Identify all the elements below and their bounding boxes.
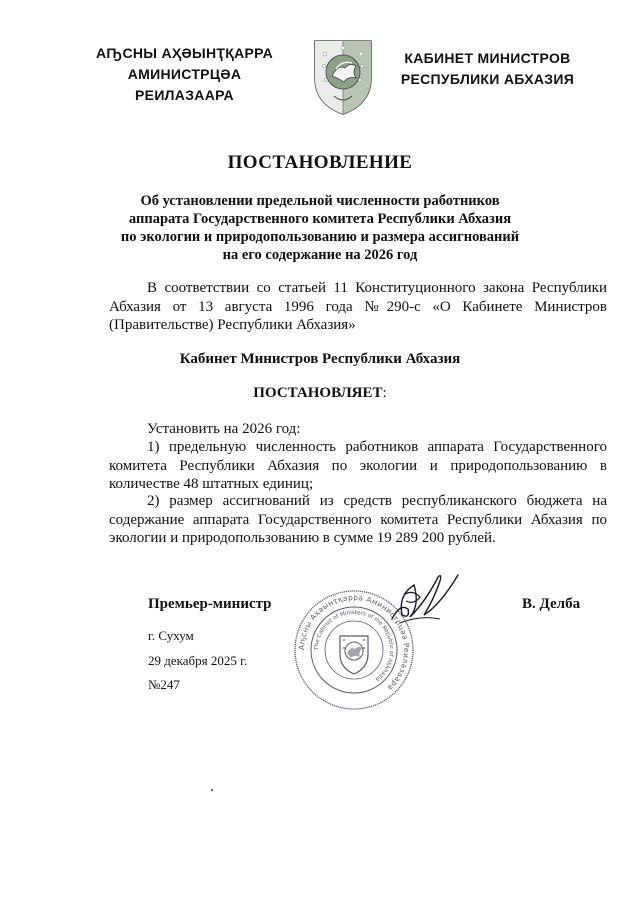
header-right-russian xyxy=(390,48,585,90)
authority-heading: Кабинет Министров Республики Абхазия xyxy=(179,351,461,367)
subject-line: Об установлении предельной численности работников xyxy=(140,193,500,209)
subject-line: на его содержание на 2026 год xyxy=(222,247,418,263)
header-left-abkhaz xyxy=(82,43,287,106)
resolution-intro: Установить на 2026 год: xyxy=(147,421,301,437)
seal-outer-text: Аҧсны Аҳәынҭқарра Аминистрцәа Реилазаара xyxy=(296,592,412,693)
resolution-item-1: 1) предельную численность работников аппарата Государственного комитета Республики Абхазия по экологии и природопользованию в количестве 48 штатных единиц; xyxy=(109,439,607,492)
resolves-word: ПОСТАНОВЛЯЕТ xyxy=(253,385,383,401)
signatory-position: Премьер-министр xyxy=(148,596,272,612)
header-left-line2: АМИНИСТРЦӘА РЕИЛАЗААРА xyxy=(127,66,242,103)
issue-place: г. Сухум xyxy=(148,628,194,643)
resolves-colon: : xyxy=(382,385,387,401)
handwritten-signature xyxy=(380,565,462,627)
issue-date: 29 декабря 2025 г. xyxy=(148,653,248,668)
resolves-heading xyxy=(0,385,640,402)
stray-mark xyxy=(211,789,213,791)
seal-inner-text: The Cabinet of Ministers of the Republic of Abkhazia xyxy=(313,609,395,683)
subject-line: аппарата Государственного комитета Республики Абхазия xyxy=(128,211,512,227)
seal-emblem-icon xyxy=(340,636,368,674)
header-left-line1: АҦСНЫ АҲӘЫНҬҚАРРА xyxy=(96,45,273,61)
header-right-line1: КАБИНЕТ МИНИСТРОВ xyxy=(404,50,571,66)
header-right-line2: РЕСПУБЛИКИ АБХАЗИЯ xyxy=(400,71,575,87)
signatory-name: В. Делба xyxy=(522,596,581,612)
document-title: ПОСТАНОВЛЕНИЕ xyxy=(227,152,413,173)
preamble-paragraph: В соответствии со статьей 11 Конституционного закона Республики Абхазия от 13 августа 1996 года №290-с «О Кабинете Министров (Правительстве) Республики Абхазия» xyxy=(109,280,607,333)
resolution-item-2: 2) размер ассигнований из средств республиканского бюджета на содержание аппарата Государственного комитета Республики Абхазия по экологии и природопользованию в сумме 19 289 200 рублей. xyxy=(109,493,607,546)
subject-line: по экологии и природопользованию и размера ассигнований xyxy=(120,229,520,245)
document-subject xyxy=(110,192,530,264)
state-emblem-icon xyxy=(312,38,374,116)
document-number: №247 xyxy=(148,677,180,692)
